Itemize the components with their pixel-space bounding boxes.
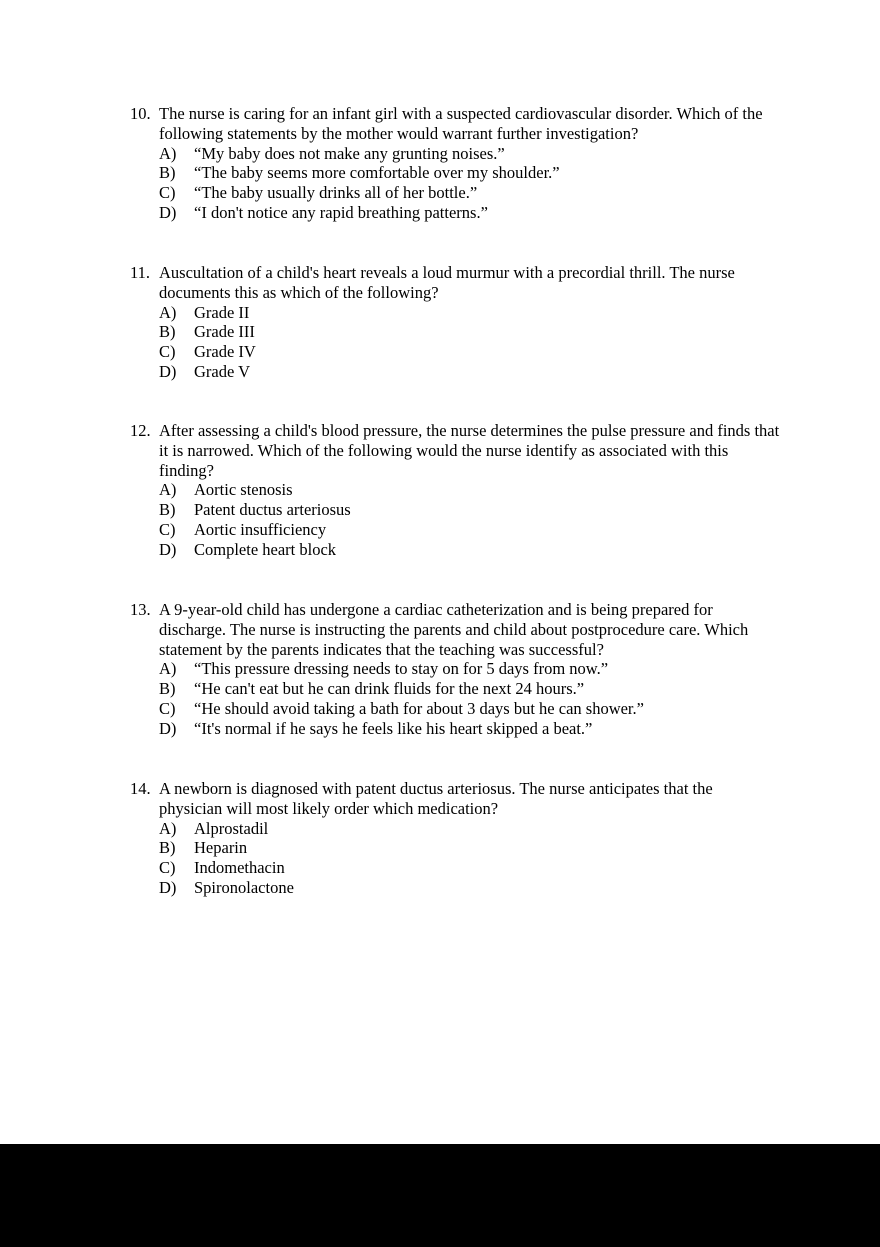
question-13	[130, 600, 780, 739]
option-b	[159, 322, 780, 342]
bottom-black-band	[0, 1144, 880, 1247]
option-letter: D)	[159, 539, 177, 559]
option-text: “He should avoid taking a bath for about 3 days but he can shower.”	[194, 698, 644, 718]
answer-options	[130, 819, 780, 898]
question-12	[130, 421, 780, 560]
question-stem	[130, 779, 780, 819]
question-14	[130, 779, 780, 898]
option-d	[159, 878, 780, 898]
answer-options	[130, 480, 780, 559]
question-11	[130, 263, 780, 382]
question-number: 12.	[130, 421, 151, 440]
option-c	[159, 183, 780, 203]
question-number: 13.	[130, 600, 151, 619]
question-stem	[130, 421, 780, 480]
option-text: “I don't notice any rapid breathing patterns.”	[194, 202, 488, 222]
option-text: Grade V	[194, 361, 251, 381]
question-number: 10.	[130, 104, 151, 123]
option-text: “This pressure dressing needs to stay on for 5 days from now.”	[194, 659, 609, 679]
option-d	[159, 203, 780, 223]
answer-options	[130, 659, 780, 738]
option-c	[159, 342, 780, 362]
option-text: Aortic stenosis	[194, 480, 293, 500]
option-d	[159, 540, 780, 560]
question-text: A 9-year-old child has undergone a cardiac catheterization and is being prepared for discharge. The nurse is instructing the parents and child about postprocedure care. Which statement by the parents indicates that the teaching was successful?	[159, 600, 749, 659]
option-text: Heparin	[194, 838, 248, 858]
question-text: The nurse is caring for an infant girl with a suspected cardiovascular disorder. Which of the following statements by the mother would warrant further investigation?	[159, 104, 763, 143]
option-text: Grade III	[194, 322, 255, 342]
answer-options	[130, 144, 780, 223]
question-text: After assessing a child's blood pressure, the nurse determines the pulse pressure and finds that it is narrowed. Which of the following would the nurse identify as associated with this finding?	[159, 421, 780, 480]
option-letter: B)	[159, 163, 176, 183]
question-stem	[130, 104, 780, 144]
option-b	[159, 838, 780, 858]
option-a	[159, 480, 780, 500]
question-number: 14.	[130, 779, 151, 798]
option-letter: A)	[159, 480, 177, 500]
question-stem	[130, 263, 780, 303]
option-a	[159, 659, 780, 679]
question-text: A newborn is diagnosed with patent ductus arteriosus. The nurse anticipates that the physician will most likely order which medication?	[159, 779, 713, 818]
option-letter: A)	[159, 659, 177, 679]
option-text: Alprostadil	[194, 818, 269, 838]
option-letter: D)	[159, 877, 177, 897]
option-d	[159, 719, 780, 739]
option-letter: C)	[159, 183, 176, 203]
option-b	[159, 163, 780, 183]
option-letter: C)	[159, 858, 176, 878]
option-text: “My baby does not make any grunting noises.”	[194, 143, 505, 163]
option-text: “He can't eat but he can drink fluids for the next 24 hours.”	[194, 679, 585, 699]
question-text: Auscultation of a child's heart reveals a loud murmur with a precordial thrill. The nurse documents this as which of the following?	[159, 263, 735, 302]
option-c	[159, 520, 780, 540]
option-letter: B)	[159, 500, 176, 520]
option-letter: A)	[159, 302, 177, 322]
option-letter: B)	[159, 679, 176, 699]
option-letter: C)	[159, 698, 176, 718]
option-letter: A)	[159, 143, 177, 163]
option-letter: C)	[159, 342, 176, 362]
option-text: Aortic insufficiency	[194, 519, 327, 539]
option-a	[159, 144, 780, 164]
option-a	[159, 819, 780, 839]
option-text: “The baby seems more comfortable over my shoulder.”	[194, 163, 560, 183]
question-10	[130, 104, 780, 223]
option-letter: A)	[159, 818, 177, 838]
question-number: 11.	[130, 263, 151, 282]
option-text: Grade IV	[194, 342, 256, 362]
option-text: Complete heart block	[194, 539, 337, 559]
option-b	[159, 679, 780, 699]
option-text: Indomethacin	[194, 858, 285, 878]
option-letter: D)	[159, 718, 177, 738]
option-text: Patent ductus arteriosus	[194, 500, 351, 520]
option-text: Grade II	[194, 302, 250, 322]
option-letter: D)	[159, 361, 177, 381]
option-letter: C)	[159, 519, 176, 539]
option-c	[159, 858, 780, 878]
option-letter: B)	[159, 838, 176, 858]
answer-options	[130, 303, 780, 382]
option-letter: B)	[159, 322, 176, 342]
option-text: “The baby usually drinks all of her bottle.”	[194, 183, 478, 203]
question-stem	[130, 600, 780, 659]
option-text: Spironolactone	[194, 877, 294, 897]
option-d	[159, 362, 780, 382]
option-b	[159, 500, 780, 520]
option-a	[159, 303, 780, 323]
option-text: “It's normal if he says he feels like his heart skipped a beat.”	[194, 718, 593, 738]
option-letter: D)	[159, 202, 177, 222]
option-c	[159, 699, 780, 719]
